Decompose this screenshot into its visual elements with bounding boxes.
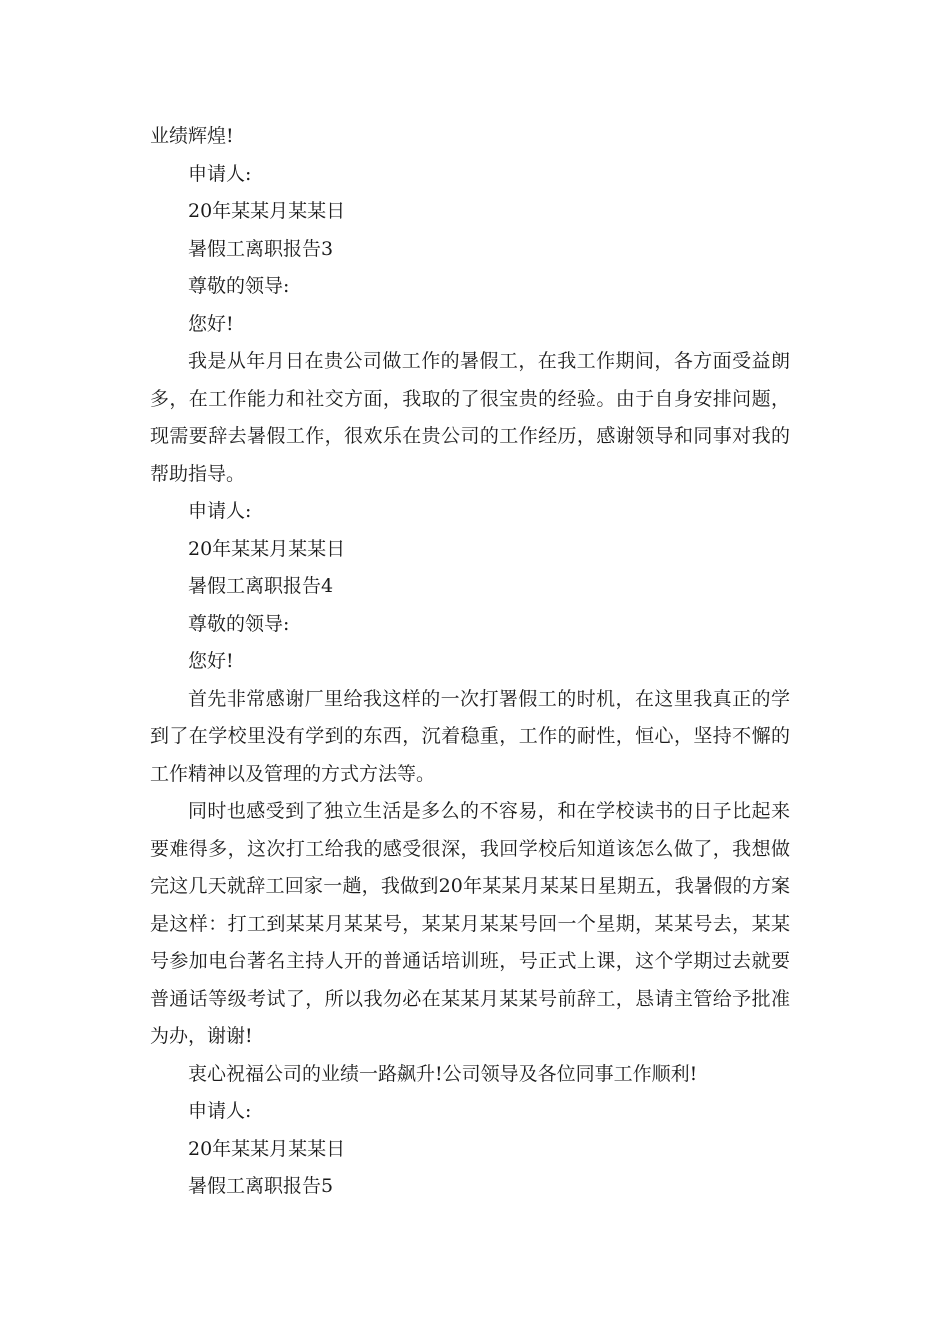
salutation: 尊敬的领导: — [188, 612, 290, 635]
applicant-label: 申请人: — [188, 1100, 252, 1122]
report-title-3: 暑假工离职报告3 — [188, 237, 334, 260]
report-title-5: 暑假工离职报告5 — [188, 1175, 334, 1197]
body-paragraph: 同时也感受到了独立生活是多么的不容易，和在学校读书的日子比起来要难得多，这次打工给我的感受很深，我回学校后知道该怎么做了，我想做完这几天就辞工回家一趟，我做到20年某某月某某日星期五，我暑假的方案是这样：打工到某某月某某号，某某月某某号回一个星期，某某号去，某某号参加电台著名主持人开的普通话培训班，号正式上课，这个学期过去就要普通话等级考试了，所以我勿必在某某月某某号前辞工，恳请主管给予批准为办，谢谢! — [150, 800, 790, 1047]
date-line: 20年某某月某某日 — [188, 200, 346, 222]
greeting: 您好! — [188, 312, 234, 335]
report-title-4: 暑假工离职报告4 — [188, 575, 334, 597]
continuation-line: 业绩辉煌! — [150, 125, 234, 147]
body-paragraph: 我是从年月日在贵公司做工作的暑假工，在我工作期间，各方面受益朗多，在工作能力和社交方面，我取的了很宝贵的经验。由于自身安排问题，现需要辞去暑假工作，很欢乐在贵公司的工作经历，感谢领导和同事对我的帮助指导。 — [150, 350, 790, 485]
date-line: 20年某某月某某日 — [188, 1137, 346, 1160]
salutation: 尊敬的领导: — [188, 275, 290, 297]
applicant-label: 申请人: — [188, 162, 252, 185]
applicant-label: 申请人: — [188, 500, 252, 522]
document-page — [150, 118, 790, 1206]
greeting: 您好! — [188, 650, 234, 672]
closing-wishes: 衷心祝福公司的业绩一路飙升!公司领导及各位同事工作顺利! — [188, 1062, 698, 1085]
body-paragraph: 首先非常感谢厂里给我这样的一次打署假工的时机，在这里我真正的学到了在学校里没有学到的东西，沉着稳重，工作的耐性，恒心，坚持不懈的工作精神以及管理的方式方法等。 — [150, 687, 790, 785]
date-line: 20年某某月某某日 — [188, 537, 346, 560]
